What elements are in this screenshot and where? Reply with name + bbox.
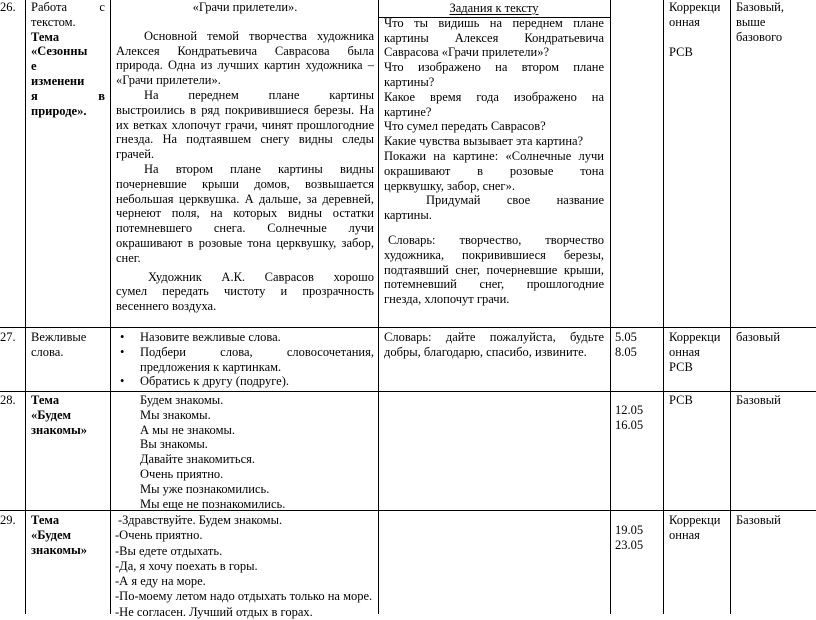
level-line: выше: [736, 14, 766, 29]
text-line: чернеют поля, на которых видны остатки: [116, 206, 374, 221]
date-text: 19.05: [615, 523, 644, 537]
bullet-list-cell: [116, 330, 374, 389]
list-item-text: • Подбери слова, словосочетания,: [140, 344, 374, 359]
correction-cell: [669, 393, 729, 408]
row-number: 28.: [0, 393, 16, 407]
row-number: 29.: [0, 513, 16, 527]
row-number: 26.: [0, 0, 16, 14]
topic-line: «Будем: [31, 407, 72, 422]
correction-line: онная: [669, 14, 700, 29]
topic-cell: [31, 393, 105, 437]
topic-line: Тема: [31, 29, 60, 44]
date-text: 23.05: [615, 537, 644, 552]
vocab-line: добры, благодарю, спасибо, извините.: [384, 344, 587, 359]
topic-line: изменени: [31, 73, 85, 88]
row-number: 27.: [0, 330, 16, 344]
list-item-text: Назовите вежливые слова.: [140, 330, 281, 344]
date-text: 5.05: [615, 330, 637, 344]
content-paragraph: [116, 29, 374, 88]
text-line: «Грачи прилетели».: [116, 73, 221, 88]
dialog-line: Мы еще не познакомились.: [140, 496, 286, 511]
bullet-list: [116, 330, 374, 389]
text-line: гнезда. На подтаявшем снегу видны следы: [116, 132, 374, 147]
correction-line: Коррекци: [669, 513, 721, 527]
content-paragraph: [116, 88, 374, 162]
task-line: картине?: [384, 104, 432, 119]
correction-cell: [669, 0, 729, 59]
dialog-line: Очень приятно.: [140, 466, 224, 481]
vocab-line: гнезда, хлопочут грачи.: [384, 292, 510, 307]
text-line: Основной темой творчества художника: [144, 28, 374, 43]
dialog-line: -А я еду на море.: [115, 574, 206, 589]
vocab-line: подтаявший снег, почерневшие крыши,: [384, 262, 604, 277]
text-line: почерневшие крыши домов, возвышается: [116, 176, 374, 191]
text-line: Алексея Кондратьевича Саврасова была: [116, 43, 374, 58]
dialog-line: Давайте знакомиться.: [140, 452, 255, 467]
text-line: небольшая церквушка. А дальше, за деревней,: [116, 191, 374, 206]
correction-cell: [669, 513, 729, 543]
grid-vline: [378, 0, 379, 614]
topic-line: Тема: [31, 513, 60, 527]
date-text: 12.05: [615, 403, 644, 417]
vocab-cell: [384, 330, 604, 360]
dialog-line: -Вы едете отдыхать.: [115, 543, 223, 558]
task-line: картины?: [384, 74, 435, 89]
text-line: их ветках хлопочут грачи, чинят прошлогодние: [116, 117, 374, 132]
dialog-line: Мы уже познакомились.: [140, 481, 270, 496]
text-line: сумел передать чистоту и прозрачность: [116, 284, 374, 299]
dialog-line: -По-моему летом надо отдыхать только на море.: [115, 589, 373, 604]
vocab-line: потемневший снег, прошлогодние: [384, 277, 604, 292]
level-cell: [736, 0, 814, 44]
text-line: На втором плане картины видны: [144, 161, 374, 176]
dialog-line: Вы знакомы.: [140, 437, 208, 452]
text-line: грачей.: [116, 147, 155, 162]
dates-cell: [615, 523, 661, 553]
level-line: Базовый: [736, 513, 781, 527]
task-line: церквушку, забор, снег».: [384, 178, 515, 193]
grid-vline: [610, 0, 611, 614]
topic-line: Вежливые: [31, 330, 87, 344]
topic-line: «Будем: [31, 527, 72, 542]
text-line: выстроились в ряд покривившиеся березы. На: [116, 102, 374, 117]
topic-line: природе».: [31, 103, 87, 118]
content-title: «Грачи прилетели».: [192, 0, 298, 14]
date-text: 16.05: [615, 417, 644, 432]
level-cell: [736, 513, 814, 528]
grid-hline: [0, 391, 816, 392]
task-line: Что изображено на втором плане: [384, 60, 604, 75]
correction-line: Коррекци: [669, 330, 721, 344]
topic-cell: [31, 330, 105, 360]
topic-line: знакомы»: [31, 542, 88, 557]
level-line: Базовый: [736, 393, 781, 407]
topic-line: е: [31, 59, 37, 74]
correction-line: онная: [669, 344, 700, 359]
correction-line: РСВ: [669, 393, 693, 407]
correction-line: Коррекци: [669, 0, 721, 14]
date-text: 8.05: [615, 344, 637, 359]
lesson-content: [116, 0, 374, 314]
list-item-text: Обратись к другу (подруге).: [140, 374, 290, 389]
topic-cell: [31, 513, 105, 557]
task-line: картины.: [384, 208, 432, 223]
dialog-line: -Очень приятно.: [115, 528, 203, 543]
dialog-line: -Да, я хочу поехать в горы.: [115, 558, 258, 573]
text-line: На переднем плане картины: [144, 87, 374, 102]
text-line: природа. Одна из лучших картин художника –: [116, 58, 374, 73]
correction-cell: [669, 330, 729, 374]
grid-hline: [0, 510, 816, 511]
correction-line: РСВ: [669, 359, 693, 374]
text-line: окрашивают в розовые тона церквушку, забор,: [116, 235, 374, 250]
dialog-cell: [140, 393, 374, 511]
correction-line: онная: [669, 527, 700, 542]
level-line: Базовый,: [736, 0, 784, 14]
task-line: Что сумел передать Саврасов?: [384, 119, 546, 134]
task-line: Саврасова «Грачи прилетели»?: [384, 45, 550, 60]
correction-line: РСВ: [669, 44, 693, 59]
task-line: Какое время года изображено на: [384, 89, 604, 104]
topic-line: знакомы»: [31, 422, 88, 437]
grid-vline: [730, 0, 731, 614]
tasks-heading: Задания к тексту: [449, 1, 539, 15]
topic-cell: [31, 0, 105, 118]
topic-line: слова.: [31, 344, 64, 359]
grid-vline: [663, 0, 664, 614]
vocab-line: Словарь: творчество, творчество: [388, 232, 604, 247]
dialog-line: Мы знакомы.: [140, 407, 211, 422]
level-line: базовый: [736, 330, 781, 344]
correction-line: [669, 30, 729, 45]
task-line: Придумай свое название: [426, 193, 604, 208]
topic-line: «Сезонны: [31, 44, 88, 59]
task-line: Покажи на картине: «Солнечные лучи: [384, 148, 604, 163]
task-line: Что ты видишь на переднем плане: [384, 15, 604, 30]
content-paragraph: [116, 162, 374, 266]
level-cell: [736, 330, 814, 345]
vocab-line: художника, покривившиеся березы,: [384, 247, 604, 262]
text-line: снег.: [116, 250, 141, 265]
dialog-line: -Здравствуйте. Будем знакомы.: [118, 513, 283, 527]
text-line: потемневшего снега. Солнечные лучи: [116, 221, 374, 236]
list-item: [116, 330, 374, 345]
vocab-line: Словарь: дайте пожалуйста, будьте: [384, 330, 604, 344]
list-item: [116, 374, 374, 389]
tasks-cell: [384, 1, 604, 307]
text-line: Художник А.К. Саврасов хорошо: [148, 269, 374, 284]
topic-line: Работа с: [31, 0, 105, 14]
content-paragraph: [116, 270, 374, 314]
list-item: [116, 345, 374, 375]
topic-line: Тема: [31, 393, 60, 407]
dates-cell: [615, 330, 661, 360]
dialog-line: А мы не знакомы.: [140, 422, 236, 437]
topic-line: я в: [31, 88, 105, 103]
text-line: весеннего воздуха.: [116, 299, 217, 314]
grid-hline: [0, 327, 816, 328]
dates-cell: [615, 403, 661, 433]
level-cell: [736, 393, 814, 408]
grid-vline: [25, 0, 26, 614]
level-line: базового: [736, 29, 783, 44]
dialog-line: Будем знакомы.: [140, 393, 224, 407]
grid-vline: [110, 0, 111, 614]
topic-line: текстом.: [31, 14, 76, 29]
list-item-text: предложения к картинкам.: [140, 359, 282, 374]
dialog-line: -Не согласен. Лучший отдых в горах.: [115, 604, 313, 619]
task-line: картины Алексея Кондратьевича: [384, 30, 604, 45]
task-line: Какие чувства вызывает эта картина?: [384, 134, 584, 149]
task-line: окрашивают в розовые тона: [384, 163, 604, 178]
dialog-cell: [115, 513, 377, 620]
